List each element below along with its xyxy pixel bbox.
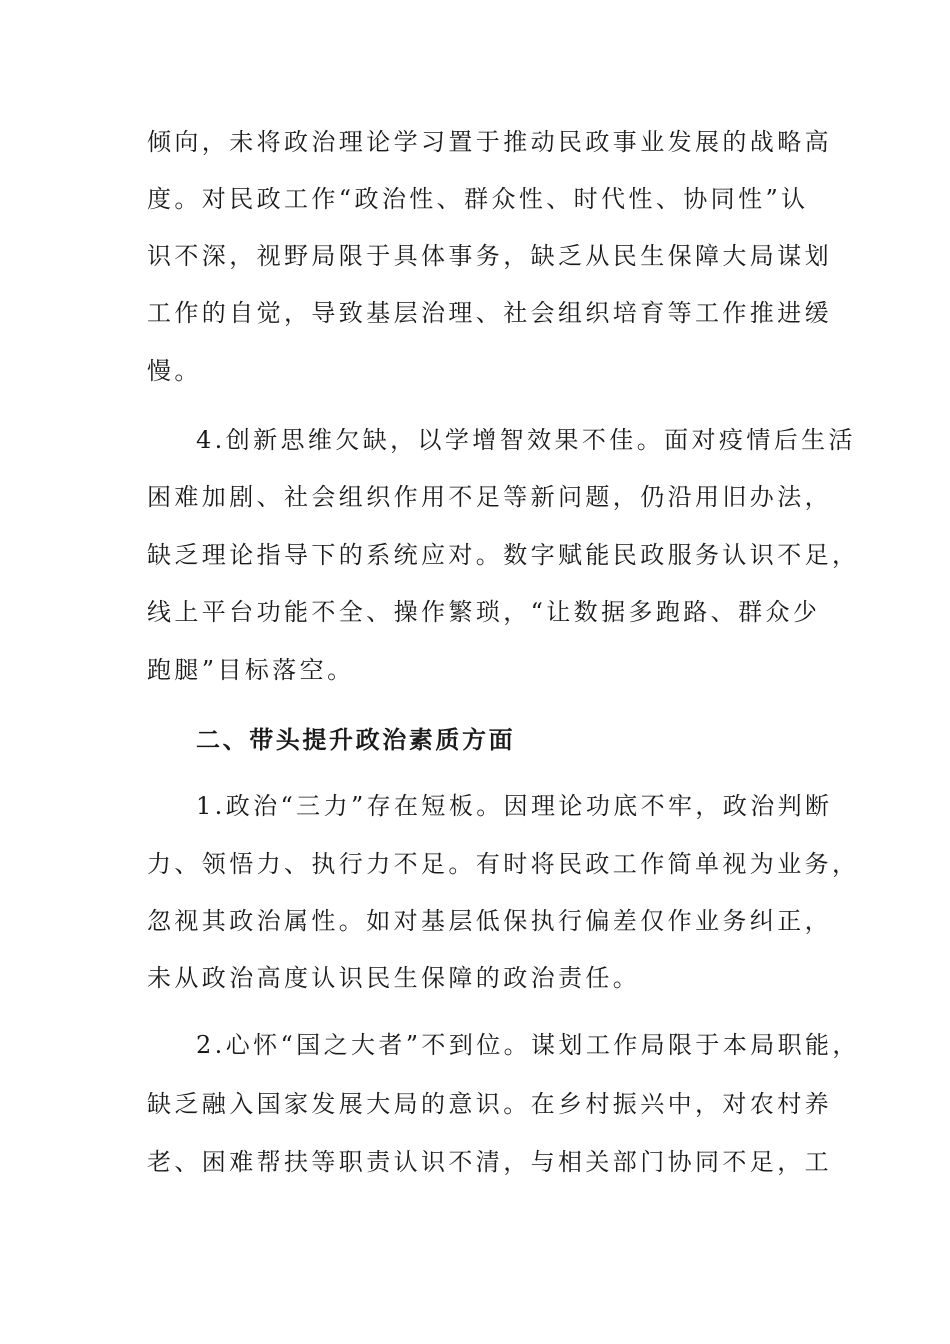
text-line: 倾向，未将政治理论学习置于推动民政事业发展的战略高 xyxy=(147,128,832,156)
text-line: 线上平台功能不全、操作繁琐，“让数据多跑路、群众少 xyxy=(147,598,821,626)
text-line: 跑腿”目标落空。 xyxy=(147,656,355,684)
text-line: 识不深，视野局限于具体事务，缺乏从民生保障大局谋划 xyxy=(147,242,832,270)
text-line: 力、领悟力、执行力不足。有时将民政工作简单视为业务， xyxy=(147,850,860,878)
text-line: 慢。 xyxy=(147,357,202,385)
text-line: 困难加剧、社会组织作用不足等新问题，仍沿用旧办法， xyxy=(147,483,832,511)
text-line: 忽视其政治属性。如对基层低保执行偏差仅作业务纠正， xyxy=(147,907,832,935)
section-heading: 二、带头提升政治素质方面 xyxy=(196,725,516,754)
text-line: 缺乏理论指导下的系统应对。数字赋能民政服务认识不足， xyxy=(147,541,860,569)
text-line: 老、困难帮扶等职责认识不清，与相关部门协同不足，工 xyxy=(147,1148,832,1176)
paragraph-first-line: 4.创新思维欠缺，以学增智效果不佳。面对疫情后生活 xyxy=(196,426,856,454)
text-line: 缺乏融入国家发展大局的意识。在乡村振兴中，对农村养 xyxy=(147,1090,832,1118)
text-line: 未从政治高度认识民生保障的政治责任。 xyxy=(147,964,641,992)
paragraph-first-line: 1.政治“三力”存在短板。因理论功底不牢，政治判断 xyxy=(196,792,833,820)
text-line: 工作的自觉，导致基层治理、社会组织培育等工作推进缓 xyxy=(147,299,832,327)
text-line: 度。对民政工作“政治性、群众性、时代性、协同性”认 xyxy=(147,185,809,213)
paragraph-first-line: 2.心怀“国之大者”不到位。谋划工作局限于本局职能， xyxy=(196,1031,860,1059)
